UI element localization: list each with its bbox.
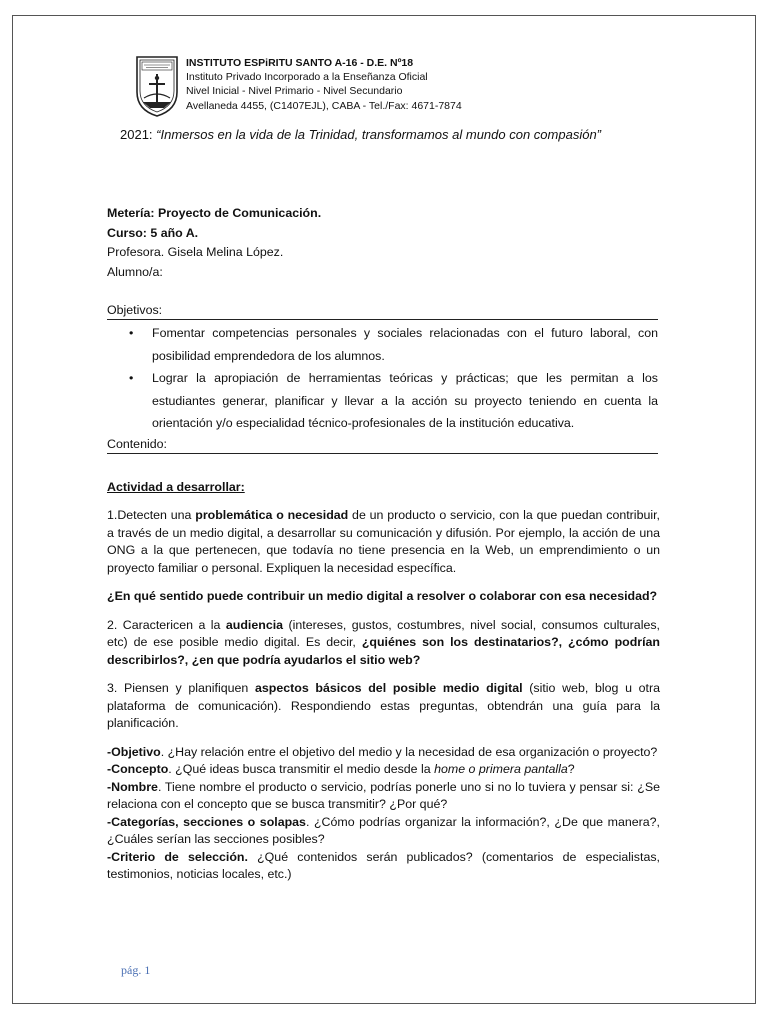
criterion-label: -Concepto (107, 762, 169, 776)
criterion-objetivo (107, 744, 660, 762)
year-motto (120, 127, 601, 142)
activity-heading: Actividad a desarrollar: (107, 480, 245, 494)
activity-point-3 (107, 680, 660, 733)
motto-text: “Inmersos en la vida de la Trinidad, transformamos al mundo con compasión” (156, 127, 602, 142)
school-header-text (186, 56, 462, 113)
motto-year: 2021: (120, 127, 157, 142)
criterion-text: ? (567, 762, 575, 776)
bullet-icon: • (129, 371, 134, 385)
planning-criteria (107, 744, 660, 884)
text-run: 3. Piensen y planifiquen (107, 681, 255, 695)
question-text: ¿En qué sentido puede contribuir un medio digital a resolver o colaborar con esa necesidad? (107, 589, 658, 603)
text-run: (intereses, gustos, costumbres, nivel social, consumos culturales, etc) de ese posible medio digital. Es decir, (107, 617, 660, 649)
objective-item (107, 322, 658, 367)
criterion-text: . ¿Qué ideas busca transmitir el medio desde la (168, 762, 435, 776)
objective-text: Lograr la apropiación de herramientas teóricas y prácticas; que les permitan a los estudiantes generar, planificar y llevar a la acción su proyecto teniendo en cuenta la orientación y/o especialidad técnico-profesionales de la institución educativa. (152, 371, 658, 430)
institute-address: Avellaneda 4455, (C1407EJL), CABA - Tel./Fax: 4671-7874 (186, 99, 462, 112)
page-number: pág. 1 (121, 963, 151, 977)
activity-point-1 (107, 507, 660, 577)
objective-item (107, 367, 658, 435)
criterion-text: ¿Qué contenidos serán publicados? (comentarios de especialistas, testimonios, noticias locales, etc.) (107, 849, 660, 881)
text-run: 1.Detecten una (107, 508, 196, 522)
institute-subtitle: Instituto Privado Incorporado a la Enseñanza Oficial (186, 71, 428, 84)
teacher: Profesora. Gisela Melina López. (107, 245, 284, 259)
objectives-heading: Objetivos: (107, 303, 658, 320)
criterion-text: . ¿Hay relación entre el objetivo del medio y la necesidad de esa organización o proyecto? (160, 744, 658, 759)
criterion-label: -Categorías, secciones o solapas (107, 814, 306, 829)
student: Alumno/a: (107, 264, 163, 279)
criterion-seleccion (107, 849, 660, 884)
subject: Metería: Proyecto de Comunicación. (107, 206, 322, 220)
criterion-label: -Objetivo (107, 744, 161, 759)
criterion-text: . Tiene nombre el producto o servicio, podrías ponerle uno si no lo tuviera y pensar si: ¿Se relaciona con el concepto que se busca transmitir? ¿Por qué? (107, 779, 660, 811)
school-crest-logo (134, 54, 180, 118)
institute-levels: Nivel Inicial - Nivel Primario - Nivel Secundario (186, 85, 403, 98)
text-run: de un producto o servicio, con la que puedan contribuir, a través de un medio digital, a desarrollar su comunicación y difusión. Por ejemplo, la acción de una ONG a la que pertenecen, que todavía no tiene presencia en la Web, un emprendimiento o un proyecto familiar o personal. Expliquen la necesidad específica. (107, 508, 660, 575)
objectives-list (107, 322, 658, 435)
institute-name: INSTITUTO ESPiRITU SANTO A-16 - D.E. Nº18 (186, 57, 414, 69)
criterion-categorias (107, 814, 660, 849)
activity-point-2 (107, 617, 660, 670)
text-run-bold: audiencia (225, 617, 284, 632)
activity-question (107, 588, 660, 606)
criterion-label: -Nombre (107, 779, 158, 794)
bullet-icon: • (129, 326, 134, 340)
objective-text: Fomentar competencias personales y sociales relacionadas con el futuro laboral, con posibilidad emprendedora de los alumnos. (152, 326, 658, 363)
criterion-text: . ¿Cómo podrías organizar la información?, ¿De que manera?, ¿Cuáles serían las secciones posibles? (107, 814, 660, 846)
text-run-bold: aspectos básicos del posible medio digital (255, 681, 523, 695)
criterion-text-italic: home o primera pantalla (434, 762, 568, 776)
text-run: 2. Caractericen a la (107, 617, 226, 632)
activity-body (107, 507, 660, 884)
criterion-label: -Criterio de selección. (107, 849, 248, 864)
text-run-bold: ¿quiénes son los destinatarios?, ¿cómo podrían describirlos?, ¿en que podría ayudarlos el sitio web? (107, 635, 660, 667)
criterion-nombre (107, 779, 660, 814)
text-run: (sitio web, blog u otra plataforma de comunicación). Respondiendo estas preguntas, obtendrán una guía para la planificación. (107, 681, 661, 730)
text-run-bold: problemática o necesidad (195, 508, 349, 522)
course: Curso: 5 año A. (107, 225, 199, 240)
course-info (107, 204, 321, 282)
content-heading: Contenido: (107, 437, 658, 454)
criterion-concepto (107, 761, 660, 779)
